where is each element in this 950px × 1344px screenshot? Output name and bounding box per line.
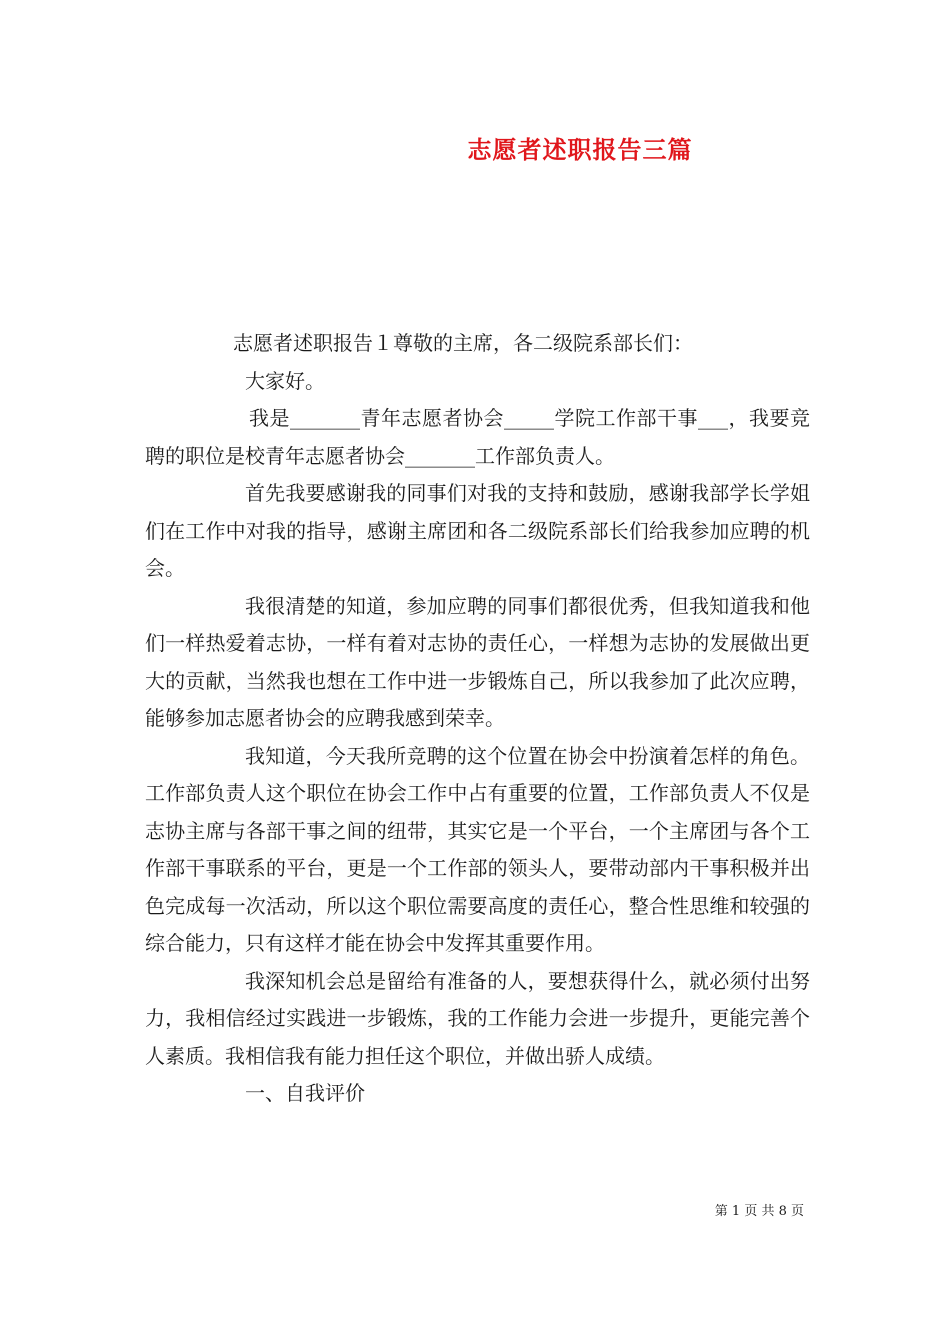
section-heading-self-evaluation: 一、自我评价 — [245, 1081, 365, 1105]
document-body — [145, 325, 810, 1113]
page-number-footer: 第 1 页 共 8 页 — [714, 1204, 804, 1219]
paragraph-introduction: 我是_______青年志愿者协会_____学院工作部干事___，我要竞聘的职位是校青年志愿者协会_______工作部负责人。 — [145, 406, 810, 468]
paragraph-thanks: 首先我要感谢我的同事们对我的支持和鼓励，感谢我部学长学姐们在工作中对我的指导，感谢主席团和各二级院系部长们给我参加应聘的机会。 — [145, 481, 810, 580]
paragraph-greeting: 大家好。 — [245, 368, 325, 393]
paragraph-motivation: 我很清楚的知道，参加应聘的同事们都很优秀，但我知道我和他们一样热爱着志协，一样有着对志协的责任心，一样想为志协的发展做出更大的贡献，当然我也想在工作中进一步锻炼自己，所以我参加了此次应聘，能够参加志愿者协会的应聘我感到荣幸。 — [145, 593, 810, 730]
paragraph-opening: 志愿者述职报告１尊敬的主席，各二级院系部长们： — [233, 331, 693, 355]
document-title: 志愿者述职报告三篇 — [467, 135, 693, 164]
paragraph-commitment: 我深知机会总是留给有准备的人，要想获得什么，就必须付出努力，我相信经过实践进一步锻炼，我的工作能力会进一步提升，更能完善个人素质。我相信我有能力担任这个职位，并做出骄人成绩。 — [145, 968, 810, 1068]
paragraph-role: 我知道，今天我所竞聘的这个位置在协会中扮演着怎样的角色。工作部负责人这个职位在协会工作中占有重要的位置，工作部负责人不仅是志协主席与各部干事之间的纽带，其实它是一个平台，一个主席团与各个工作部干事联系的平台，更是一个工作部的领头人，要带动部内干事积极并出色完成每一次活动，所以这个职位需要高度的责任心，整合性思维和较强的综合能力，只有这样才能在协会中发挥其重要作用。 — [145, 743, 810, 955]
